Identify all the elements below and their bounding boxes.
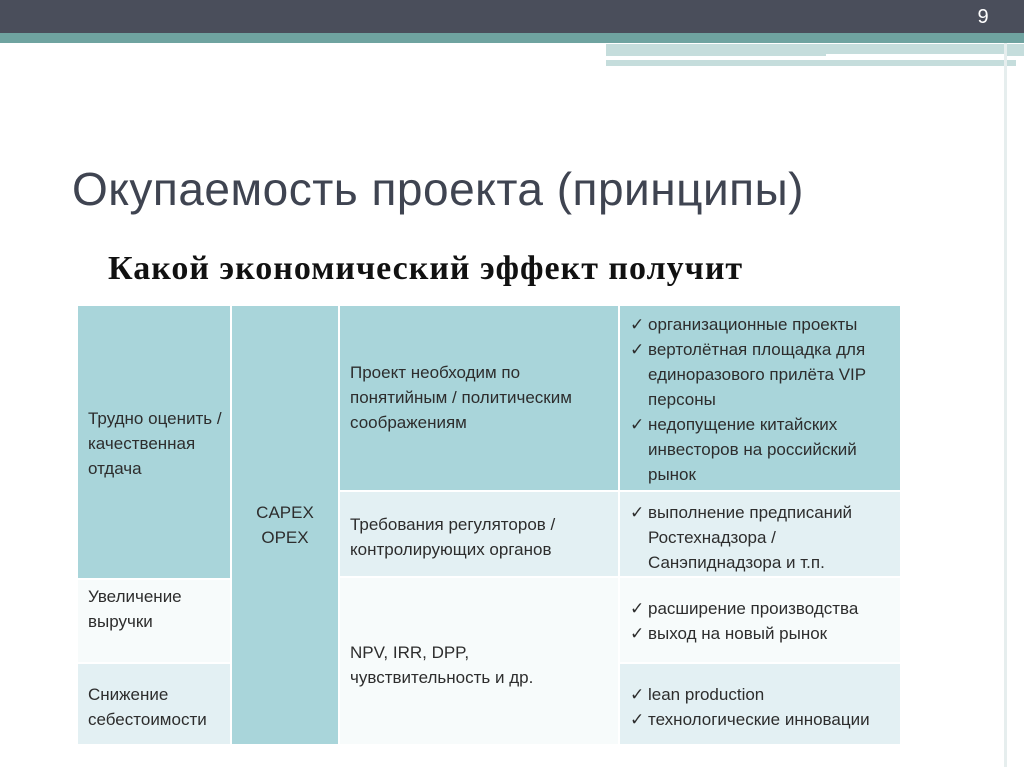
list-item: ✓ технологические инновации [630,707,892,732]
list-item: ✓ выход на новый рынок [630,621,892,646]
list-item: ✓ недопущение китайских инвесторов на российский рынок [630,412,892,487]
cell-revenue-increase [78,580,230,662]
decorative-bar [606,60,1016,66]
cell-text: Требования регуляторов / контролирующих органов [350,515,556,559]
check-icon: ✓ [630,624,645,643]
cell-text: NPV, IRR, DPP, чувствительность и др. [350,643,534,687]
cell-metrics [340,578,618,744]
cell-capex-opex [232,306,338,744]
slide-subtitle: Какой экономический эффект получит [108,250,744,287]
cell-examples-necessary [620,306,900,490]
cell-examples-cost [620,664,900,744]
check-icon: ✓ [630,503,645,522]
page-number: 9 [977,6,989,28]
cell-examples-regulators [620,492,900,576]
slide-title: Окупаемость проекта (принципы) [72,163,804,215]
list-item: ✓ организационные проекты [630,312,892,337]
check-icon: ✓ [630,315,645,334]
list-item: ✓ вертолётная площадка для единоразового прилёта VIP персоны [630,337,892,412]
cell-text: Увеличение выручки [88,587,182,631]
list-item: ✓ расширение производства [630,596,892,621]
examples-list [630,682,892,732]
check-icon: ✓ [630,710,645,729]
cell-necessary [340,306,618,490]
decorative-line [1004,43,1007,767]
opex-label: OPEX [261,528,309,547]
top-teal-bar [0,33,1024,43]
examples-list [630,500,892,575]
cell-examples-revenue [620,578,900,662]
cell-text: Проект необходим по понятийным / политическим соображениям [350,363,572,432]
check-icon: ✓ [630,340,645,359]
examples-list [630,312,892,487]
check-icon: ✓ [630,599,645,618]
top-dark-bar [0,0,1024,33]
list-item: ✓ lean production [630,682,892,707]
list-item: ✓ выполнение предписаний Ростехнадзора / Санэпиднадзора и т.п. [630,500,892,575]
cell-cost-reduction [78,664,230,744]
check-icon: ✓ [630,415,645,434]
capex-label: CAPEX [256,503,314,522]
cell-hard-to-assess [78,306,230,578]
examples-list [630,596,892,646]
cell-regulators [340,492,618,576]
cell-text: Трудно оценить / качественная отдача [88,409,222,478]
decorative-bar [826,54,1006,56]
check-icon: ✓ [630,685,645,704]
cell-text: Снижение себестоимости [88,685,207,729]
